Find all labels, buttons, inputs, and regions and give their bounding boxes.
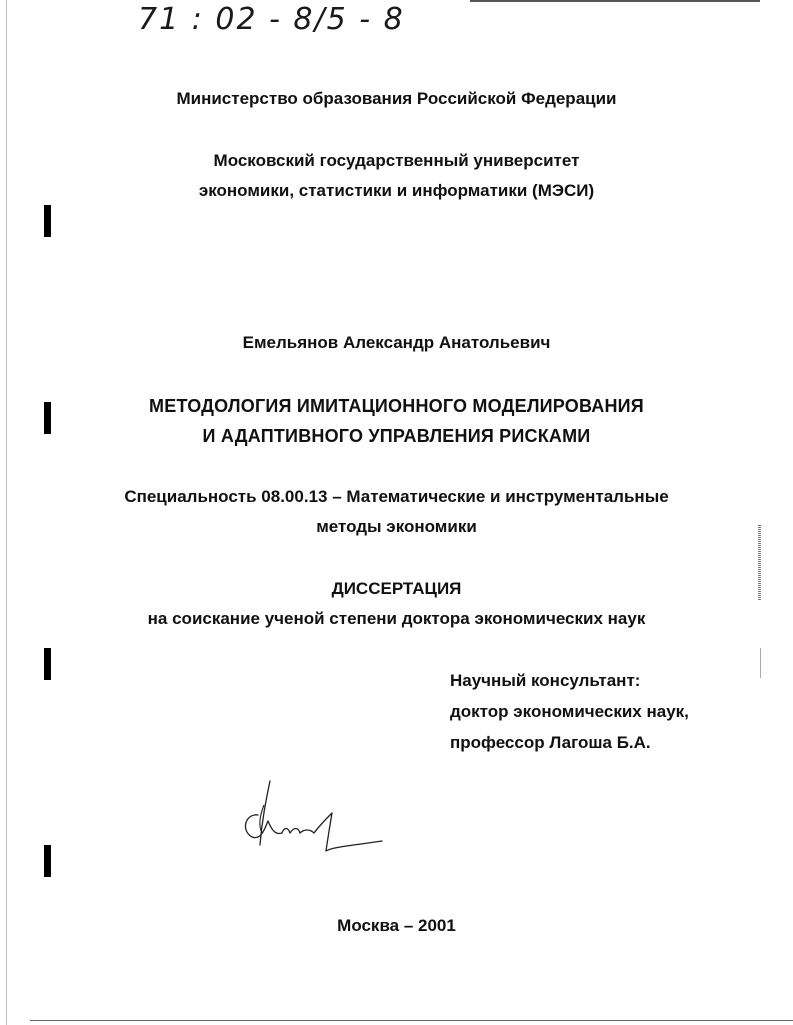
degree-sought: на соискание ученой степени доктора экономических наук — [147, 609, 646, 628]
work-type: ДИССЕРТАЦИЯ — [331, 579, 462, 598]
advisor-degree: доктор экономических наук, — [450, 702, 689, 721]
dissertation-title-line2: И АДАПТИВНОГО УПРАВЛЕНИЯ РИСКАМИ — [202, 426, 591, 446]
advisor-label: Научный консультант: — [450, 671, 641, 690]
specialty-line2: методы экономики — [316, 517, 477, 536]
scan-artifact-line — [760, 648, 761, 678]
binding-mark-4 — [44, 845, 51, 877]
signature-image — [236, 775, 386, 865]
scan-top-line — [470, 0, 760, 2]
author-name: Емельянов Александр Анатольевич — [242, 333, 551, 352]
ministry-name: Министерство образования Российской Федерации — [176, 89, 617, 108]
university-name-line2: экономики, статистики и информатики (МЭСИ) — [198, 181, 595, 200]
specialty-line1: Специальность 08.00.13 – Математические и инструментальные — [124, 487, 669, 506]
advisor-name: профессор Лагоша Б.А. — [450, 733, 651, 752]
binding-mark-1 — [44, 205, 51, 237]
university-name-line1: Московский государственный университет — [213, 151, 580, 170]
handwritten-catalog-code: 71 : 02 - 8/5 - 8 — [138, 2, 405, 37]
scan-bottom-line — [30, 1020, 793, 1021]
city-year: Москва – 2001 — [337, 916, 456, 935]
binding-mark-3 — [44, 648, 51, 680]
dissertation-title-line1: МЕТОДОЛОГИЯ ИМИТАЦИОННОГО МОДЕЛИРОВАНИЯ — [149, 396, 644, 416]
